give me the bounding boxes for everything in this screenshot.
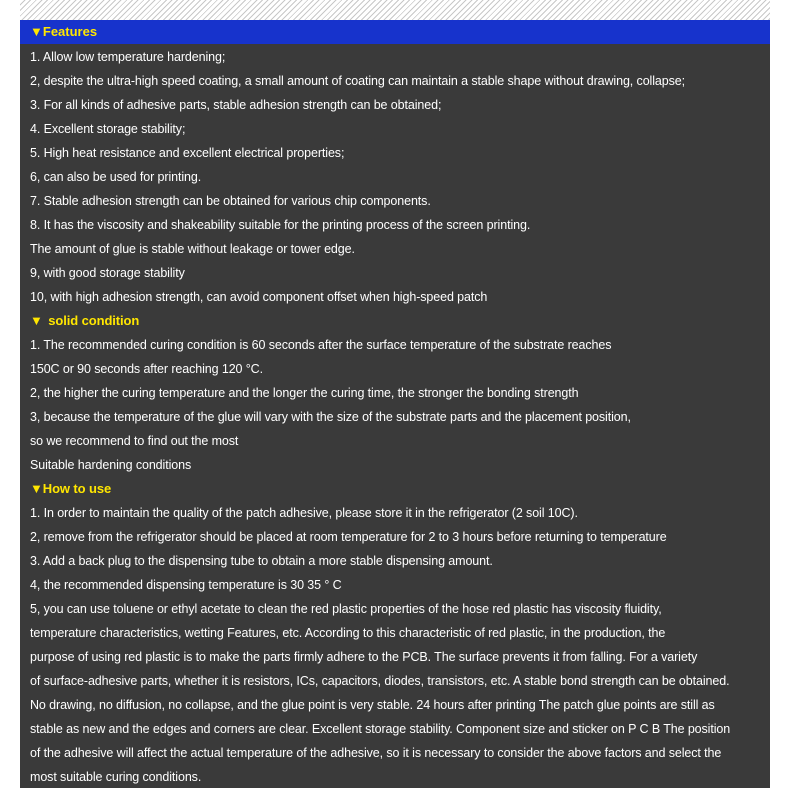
features-item: The amount of glue is stable without leakage or tower edge. xyxy=(30,242,355,256)
features-heading-label: Features xyxy=(42,24,98,39)
features-item: 7. Stable adhesion strength can be obtained for various chip components. xyxy=(30,194,431,208)
how-to-use-item: stable as new and the edges and corners are clear. Excellent storage stability. Component size and sticker on P C B The position xyxy=(30,722,731,736)
solid-condition-item: 3, because the temperature of the glue will vary with the size of the substrate parts and the placement position, xyxy=(30,410,631,424)
features-item: 5. High heat resistance and excellent electrical properties; xyxy=(30,146,345,160)
how-to-use-item: 1. In order to maintain the quality of the patch adhesive, please store it in the refrigerator (2 soil 10C). xyxy=(30,506,578,520)
triangle-icon: ▼ xyxy=(30,24,43,39)
how-to-use-item: of the adhesive will affect the actual temperature of the adhesive, so it is necessary to consider the above factors and select the xyxy=(30,746,722,760)
features-item: 3. For all kinds of adhesive parts, stable adhesion strength can be obtained; xyxy=(30,98,442,112)
triangle-icon: ▼ xyxy=(30,313,43,328)
how-to-use-item: most suitable curing conditions. xyxy=(30,770,202,784)
features-item: 4. Excellent storage stability; xyxy=(30,122,186,136)
how-to-use-item: 4, the recommended dispensing temperature is 30 35 ° C xyxy=(30,578,342,592)
triangle-icon: ▼ xyxy=(30,481,43,496)
solid-condition-heading xyxy=(30,309,770,333)
content-panel xyxy=(20,44,770,788)
page xyxy=(20,0,770,788)
features-heading xyxy=(30,22,97,42)
how-to-use-item: 2, remove from the refrigerator should be placed at room temperature for 2 to 3 hours before returning to temperature xyxy=(30,530,667,544)
how-to-use-item: 5, you can use toluene or ethyl acetate to clean the red plastic properties of the hose red plastic has viscosity fluidity, xyxy=(30,602,662,616)
features-item: 9, with good storage stability xyxy=(30,266,185,280)
solid-condition-item: 2, the higher the curing temperature and the longer the curing time, the stronger the bonding strength xyxy=(30,386,579,400)
solid-condition-heading-label: solid condition xyxy=(48,313,140,328)
solid-condition-item: so we recommend to find out the most xyxy=(30,434,239,448)
features-item: 10, with high adhesion strength, can avoid component offset when high-speed patch xyxy=(30,290,488,304)
header-band xyxy=(20,20,770,44)
how-to-use-item: temperature characteristics, wetting Features, etc. According to this characteristic of red plastic, in the production, the xyxy=(30,626,666,640)
how-to-use-item: of surface-adhesive parts, whether it is resistors, ICs, capacitors, diodes, transistors, etc. A stable bond strength can be obtained. xyxy=(30,674,730,688)
features-item: 1. Allow low temperature hardening; xyxy=(30,50,226,64)
features-item: 6, can also be used for printing. xyxy=(30,170,202,184)
features-item: 8. It has the viscosity and shakeability suitable for the printing process of the screen printing. xyxy=(30,218,531,232)
how-to-use-heading-label: How to use xyxy=(42,481,112,496)
solid-condition-item: 150C or 90 seconds after reaching 120 °C. xyxy=(30,362,263,376)
how-to-use-item: 3. Add a back plug to the dispensing tube to obtain a more stable dispensing amount. xyxy=(30,554,493,568)
how-to-use-item: No drawing, no diffusion, no collapse, and the glue point is very stable. 24 hours after printing The patch glue points are still as xyxy=(30,698,715,712)
solid-condition-item: Suitable hardening conditions xyxy=(30,458,192,472)
how-to-use-heading xyxy=(30,477,770,501)
how-to-use-item: purpose of using red plastic is to make the parts firmly adhere to the PCB. The surface prevents it from falling. For a variety xyxy=(30,650,698,664)
features-item: 2, despite the ultra-high speed coating, a small amount of coating can maintain a stable shape without drawing, collapse; xyxy=(30,74,685,88)
solid-condition-item: 1. The recommended curing condition is 60 seconds after the surface temperature of the substrate reaches xyxy=(30,338,612,352)
